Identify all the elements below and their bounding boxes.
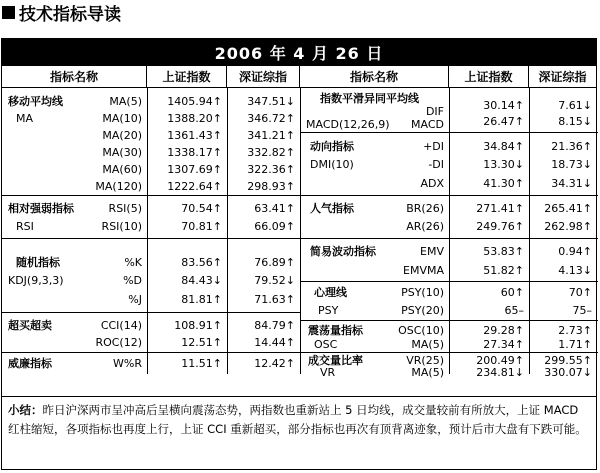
br-sz-value: 265.41↑	[544, 202, 592, 215]
macd-param: DIF	[425, 105, 444, 118]
summary-text: 昨日沪深两市呈冲高后呈横向震荡态势，两指数也重新站上 5 日均线，成交量较前有所放大，上证 MACD 红柱缩短，各项指标也再度上行，上证 CCI 重新超买，部分指标也再次有顶背离迹象，预计后市大盘有下跌可能。	[8, 403, 587, 436]
vr-group-label: 成交量比率	[308, 354, 363, 367]
ma-sz-value: 346.72↑	[247, 112, 295, 125]
ma-sh-value: 1338.17↑	[167, 146, 222, 159]
emv-param: EMVMA	[403, 264, 444, 277]
ma-sz-value: 322.36↑	[247, 163, 295, 176]
rsi-sh-value: 70.54↑	[181, 202, 222, 215]
rsi-sz-value: 66.09↑	[254, 220, 295, 233]
br-sh-value: 271.41↑	[476, 202, 524, 215]
ma-sz-value: 332.82↑	[247, 146, 295, 159]
header-sh-left: 上证指数	[147, 66, 227, 87]
kdj-param: %D	[123, 274, 142, 287]
header-name-right: 指标名称	[300, 66, 449, 87]
macd-sh-value: 30.14↑	[483, 99, 524, 112]
ma-sh-value: 1222.64↑	[167, 180, 222, 193]
kdj-group-label: 随机指标	[16, 256, 60, 269]
br-param: BR(26)	[406, 202, 444, 215]
dmi-param: ADX	[420, 177, 444, 190]
psy-param: PSY(20)	[401, 304, 444, 317]
indicator-table	[1, 38, 597, 470]
ma-group-label: 移动平均线	[8, 95, 63, 108]
cci-param: ROC(12)	[95, 336, 142, 349]
section-title: 技术指标导读	[19, 4, 121, 25]
cci-sh-value: 12.51↑	[181, 336, 222, 349]
emv-param: EMV	[420, 245, 444, 258]
kdj-sh-value: 83.56↑	[181, 256, 222, 269]
vr-abbr: VR	[320, 366, 336, 379]
wr-sz-value: 12.42↑	[254, 357, 295, 370]
br-sh-value: 249.76↑	[476, 220, 524, 233]
emv-group-label: 简易波动指标	[310, 245, 376, 258]
dmi-abbr: DMI(10)	[310, 158, 354, 171]
osc-sz-value: 2.73↑	[558, 324, 592, 337]
macd-param: MACD	[411, 118, 444, 131]
section-heading	[2, 0, 121, 24]
osc-abbr: OSC	[314, 338, 338, 351]
ma-sh-value: 1405.94↑	[167, 95, 222, 108]
ma-sh-value: 1307.69↑	[167, 163, 222, 176]
cci-param: CCI(14)	[100, 319, 142, 332]
ma-abbr: MA	[16, 112, 34, 125]
macd-abbr: MACD(12,26,9)	[306, 118, 390, 131]
summary-label: 小结：	[8, 403, 43, 417]
ma-sz-value: 298.93↑	[247, 180, 295, 193]
header-sz-right: 深证综指	[538, 70, 587, 84]
psy-sz-value: 75–	[572, 304, 592, 317]
psy-sh-value: 60↑	[500, 286, 524, 299]
kdj-param: %K	[124, 256, 142, 269]
dmi-sz-value: 18.73↓	[551, 158, 592, 171]
dmi-sz-value: 34.31↓	[551, 177, 592, 190]
macd-sz-value: 8.15↓	[558, 115, 592, 128]
kdj-sz-value: 76.89↑	[254, 256, 295, 269]
summary-note	[2, 396, 596, 469]
rsi-param: RSI(5)	[108, 202, 142, 215]
column-headers	[2, 66, 596, 88]
emv-sh-value: 51.82↑	[483, 264, 524, 277]
ma-param: MA(10)	[102, 112, 142, 125]
vr-sz-value: 299.55↑	[544, 354, 592, 367]
cci-sz-value: 14.44↑	[254, 336, 295, 349]
dmi-group-label: 动向指标	[310, 140, 354, 153]
br-sz-value: 262.98↑	[544, 220, 592, 233]
wr-param: W%R	[113, 357, 142, 370]
cci-sh-value: 108.91↑	[174, 319, 222, 332]
dmi-param: +DI	[423, 140, 444, 153]
rsi-group-label: 相对强弱指标	[8, 202, 74, 215]
dmi-sh-value: 41.30↑	[483, 177, 524, 190]
ma-param: MA(30)	[102, 146, 142, 159]
wr-group-label: 威廉指标	[8, 357, 52, 370]
osc-sh-value: 27.34↑	[483, 338, 524, 351]
dmi-sz-value: 21.36↑	[551, 140, 592, 153]
date-title: 2006 年 4 月 26 日	[2, 39, 596, 66]
cci-group-label: 超买超卖	[8, 319, 52, 332]
osc-sz-value: 1.71↑	[558, 338, 592, 351]
kdj-sz-value: 71.63↑	[254, 293, 295, 306]
br-group-label: 人气指标	[310, 202, 354, 215]
osc-param: MA(5)	[411, 338, 444, 351]
rsi-abbr: RSI	[16, 220, 34, 233]
emv-sz-value: 0.94↑	[558, 245, 592, 258]
cci-sz-value: 84.79↑	[254, 319, 295, 332]
vr-sz-value: 330.07↓	[544, 366, 592, 379]
psy-sz-value: 70↑	[568, 286, 592, 299]
emv-sz-value: 4.13↓	[558, 264, 592, 277]
ma-param: MA(20)	[102, 129, 142, 142]
kdj-sh-value: 81.81↑	[181, 293, 222, 306]
vr-sh-value: 200.49↑	[476, 354, 524, 367]
vr-param: MA(5)	[411, 366, 444, 379]
psy-abbr: PSY	[318, 304, 339, 317]
header-sz-left: 深证综指	[227, 66, 300, 87]
psy-group-label: 心理线	[314, 286, 347, 299]
ma-sz-value: 341.21↑	[247, 129, 295, 142]
kdj-sz-value: 79.52↓	[254, 274, 295, 287]
rsi-sh-value: 70.81↑	[181, 220, 222, 233]
header-name-left: 指标名称	[2, 66, 147, 87]
vr-sh-value: 234.81↓	[476, 366, 524, 379]
dmi-param: -DI	[428, 158, 444, 171]
macd-group-label: 指数平滑异同平均线	[320, 92, 419, 105]
macd-sh-value: 26.47↑	[483, 115, 524, 128]
wr-sh-value: 11.51↑	[181, 357, 222, 370]
psy-sh-value: 65–	[504, 304, 524, 317]
osc-sh-value: 29.28↑	[483, 324, 524, 337]
br-param: AR(26)	[406, 220, 444, 233]
kdj-sh-value: 84.43↓	[181, 274, 222, 287]
osc-param: OSC(10)	[398, 324, 444, 337]
emv-sh-value: 53.83↑	[483, 245, 524, 258]
rsi-param: RSI(10)	[101, 220, 142, 233]
square-bullet-icon	[2, 6, 15, 19]
psy-param: PSY(10)	[401, 286, 444, 299]
dmi-sh-value: 34.84↑	[483, 140, 524, 153]
kdj-param: %J	[128, 293, 142, 306]
ma-sh-value: 1361.43↑	[167, 129, 222, 142]
table-body	[2, 88, 596, 379]
kdj-abbr: KDJ(9,3,3)	[8, 274, 64, 287]
ma-sh-value: 1388.20↑	[167, 112, 222, 125]
vr-param: VR(25)	[406, 354, 444, 367]
ma-param: MA(120)	[95, 180, 142, 193]
macd-sz-value: 7.61↓	[558, 99, 592, 112]
rsi-sz-value: 63.41↑	[254, 202, 295, 215]
ma-param: MA(60)	[102, 163, 142, 176]
osc-group-label: 震荡量指标	[308, 324, 363, 337]
dmi-sh-value: 13.30↓	[483, 158, 524, 171]
header-sh-right: 上证指数	[449, 66, 529, 87]
ma-param: MA(5)	[109, 95, 142, 108]
ma-sz-value: 347.51↓	[247, 95, 295, 108]
